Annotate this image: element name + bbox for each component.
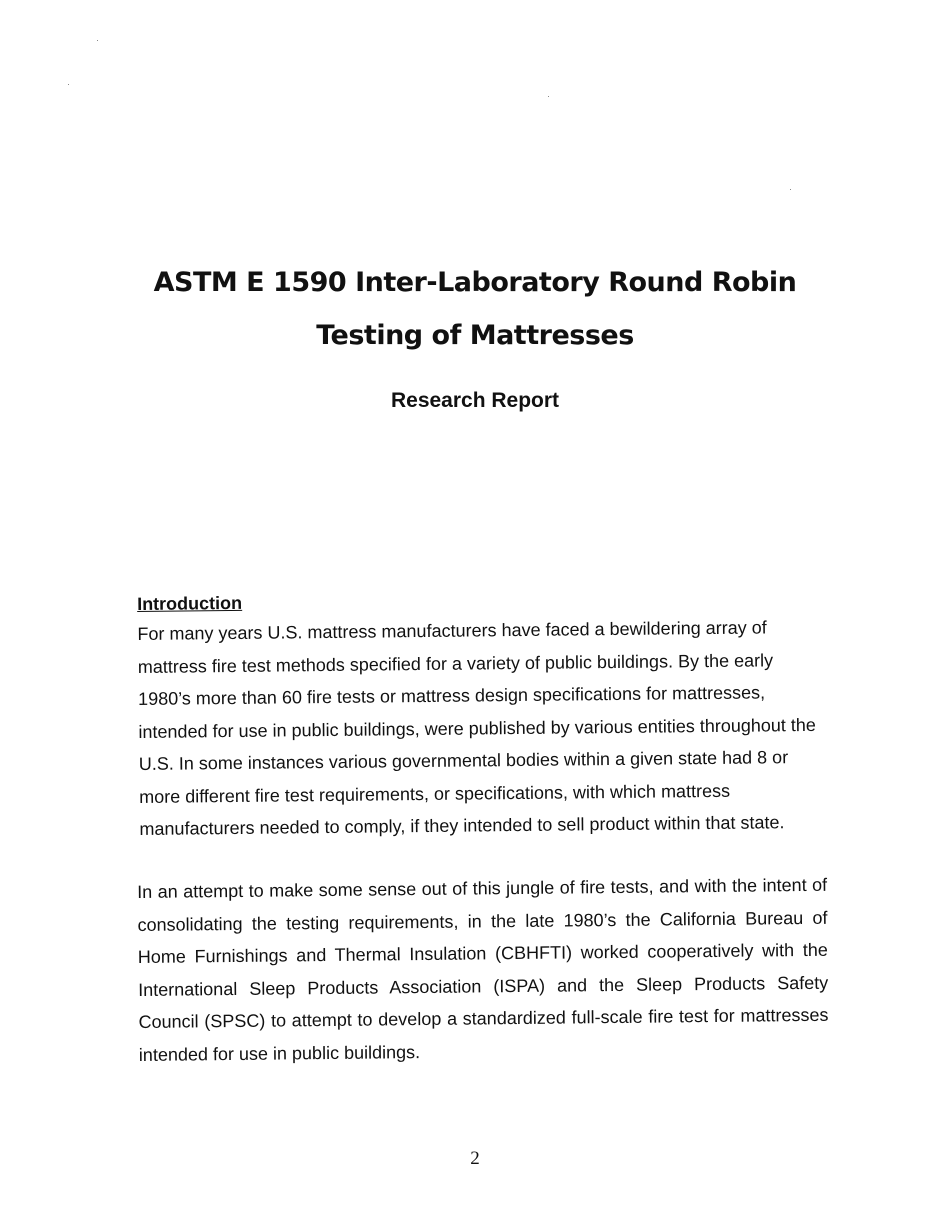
second-paragraph-section (137, 869, 829, 1071)
document-title (0, 256, 950, 362)
introduction-paragraph: For many years U.S. mattress manufacturers have faced a bewildering array of mattress fire test methods specified for a variety of public buildings. By the early 1980’s more than 60 fire tests or mattress design specifications for mattresses, intended for use in public buildings, were published by various entities throughout the U.S. In some instances various governmental bodies within a given state had 8 or more different fire test requirements, or specifications, with which mattress manufacturers needed to comply, if they intended to sell product within that state. (137, 617, 816, 839)
document-subtitle: Research Report (390, 389, 560, 412)
introduction-heading: Introduction (137, 592, 243, 614)
scan-speck (68, 84, 69, 85)
second-paragraph: In an attempt to make some sense out of this jungle of fire tests, and with the intent of consolidating the testing requirements, in the late 1980’s the California Bureau of Home Furnishings and Thermal Insulation (CBHFTI) worked cooperatively with the International Sleep Products Association (ISPA) and the Sleep Products Safety Council (SPSC) to attempt to develop a standardized full-scale fire test for mattresses intended for use in public buildings. (137, 874, 829, 1065)
title-line-2: Testing of Mattresses (316, 320, 634, 351)
page-number: 2 (470, 1148, 480, 1169)
title-line-1: ASTM E 1590 Inter-Laboratory Round Robin (153, 267, 797, 298)
scan-speck (548, 96, 549, 97)
introduction-section (137, 585, 830, 846)
scan-speck (97, 40, 98, 41)
scan-speck (790, 189, 791, 190)
